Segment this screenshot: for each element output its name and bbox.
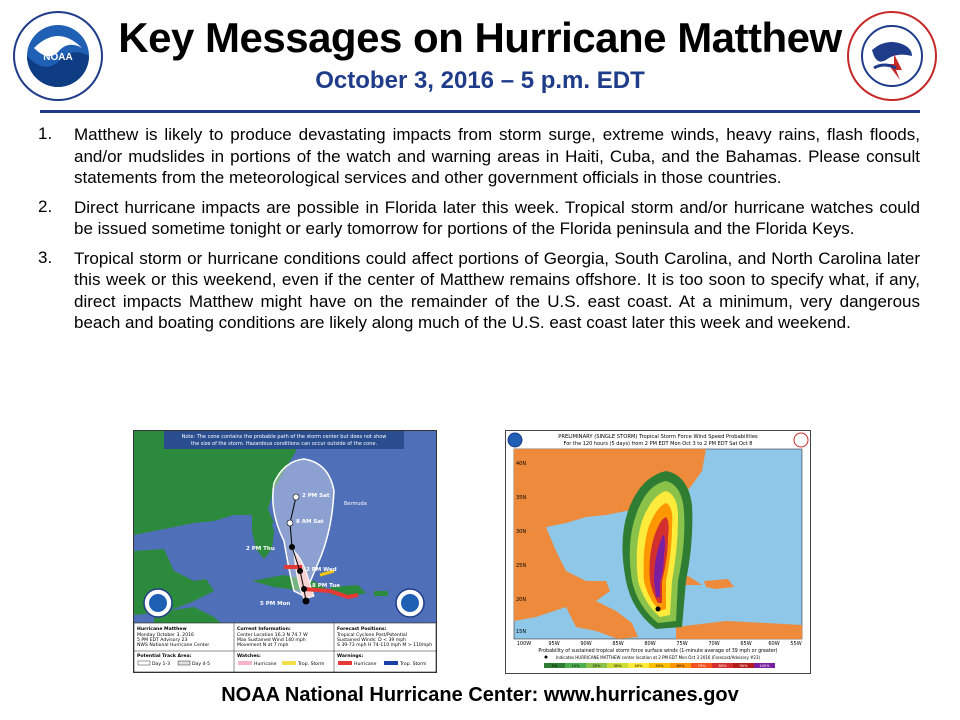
prob-map-subtitle: For the 120 hours (5 days) from 2 PM EDT Mon Oct 3 to 2 PM EDT Sat Oct 8 bbox=[563, 441, 753, 447]
track-label: 8 AM Sat bbox=[296, 519, 324, 525]
prob-map-caption-2: Indicates HURRICANE MATTHEW center location at 2 PM EDT Mon Oct 3 2016 (Forecast/Advisory #23) bbox=[555, 655, 761, 660]
lat-label: 20N bbox=[516, 597, 527, 603]
header bbox=[0, 0, 960, 110]
cone-map-note-line: the size of the storm. Hazardous conditions can occur outside of the cone. bbox=[190, 441, 378, 447]
track-label: 2 PM Thu bbox=[246, 546, 275, 552]
legend-current-info: Movement N at 7 mph bbox=[237, 643, 289, 648]
legend-watches-title: Watches: bbox=[237, 654, 261, 659]
lat-label: 35N bbox=[516, 495, 527, 501]
scale-label: 10% bbox=[571, 664, 580, 669]
legend-storm-name: Hurricane Matthew bbox=[137, 627, 187, 632]
cone-forecast-map bbox=[133, 430, 437, 673]
probability-scale bbox=[544, 663, 775, 668]
lat-label: 30N bbox=[516, 529, 527, 535]
legend-storm-detail: Monday October 3, 2016 bbox=[137, 633, 194, 638]
key-message-number: 2. bbox=[38, 196, 53, 216]
scale-label: 90% bbox=[739, 664, 748, 669]
legend-track-area-item: Day 4-5 bbox=[192, 662, 211, 667]
cone-map-note-line: Note: The cone contains the probable path of the storm center but does not show bbox=[181, 434, 387, 440]
legend-warnings-title: Warnings: bbox=[337, 654, 364, 659]
lat-label: 40N bbox=[516, 461, 527, 467]
legend-track-area-item: Day 1-3 bbox=[152, 662, 171, 667]
page-subtitle: October 3, 2016 – 5 p.m. EDT bbox=[315, 67, 645, 94]
legend-storm-detail: 5 PM EDT Advisory 23 bbox=[137, 638, 188, 643]
scale-label: 20% bbox=[592, 664, 601, 669]
lon-label: 65W bbox=[740, 641, 752, 647]
track-label: 2 PM Sat bbox=[302, 493, 330, 499]
lon-label: 100W bbox=[516, 641, 532, 647]
track-label: 8 PM Tue bbox=[312, 583, 340, 589]
footer-credit: NOAA National Hurricane Center: www.hurricanes.gov bbox=[221, 684, 739, 706]
legend-forecast-item: Tropical Cyclone Post/Potential bbox=[337, 633, 408, 638]
lon-label: 60W bbox=[768, 641, 780, 647]
noaa-small-icon bbox=[508, 433, 522, 447]
lon-label: 75W bbox=[676, 641, 688, 647]
lon-label: 55W bbox=[790, 641, 802, 647]
scale-label: 5% bbox=[551, 664, 558, 669]
header-divider bbox=[40, 110, 920, 113]
key-message-text: Tropical storm or hurricane conditions could affect portions of Georgia, South Carolina, and North Carolina later this week or this weekend, even if the center of Matthew remains offshore. It is too soon to specify what, if any, direct impacts Matthew might have on the remainder of the U.S. east coast. At a minimum, very dangerous beach and boating conditions are likely along much of the U.S. east coast later this week and weekend. bbox=[74, 248, 920, 332]
track-label: 2 PM Wed bbox=[306, 567, 337, 573]
key-message-3 bbox=[38, 248, 920, 334]
page-title: Key Messages on Hurricane Matthew bbox=[118, 14, 842, 61]
scale-label: 50% bbox=[655, 664, 664, 669]
legend-forecast-item: Sustained Winds: D < 39 mph bbox=[337, 638, 407, 643]
lon-label: 85W bbox=[612, 641, 624, 647]
key-messages-list bbox=[38, 124, 920, 342]
nws-small-icon bbox=[794, 433, 808, 447]
prob-map-title: PRELIMINARY (SINGLE STORM) Tropical Storm Force Wind Speed Probabilities bbox=[558, 434, 758, 440]
key-message-number: 3. bbox=[38, 247, 53, 267]
scale-label: 40% bbox=[634, 664, 643, 669]
track-label: 5 PM Mon bbox=[260, 601, 291, 607]
scale-label: 100% bbox=[759, 664, 770, 669]
region-label: Bermuda bbox=[344, 501, 367, 507]
key-message-2 bbox=[38, 197, 920, 240]
scale-label: 60% bbox=[676, 664, 685, 669]
legend-watch-item: Hurricane bbox=[254, 662, 277, 667]
legend-watch-item: Trop. Storm bbox=[298, 662, 325, 667]
prob-map-caption: Probability of sustained tropical storm force surface winds (1-minute average of 39 mph or greater) bbox=[538, 649, 778, 654]
noaa-logo bbox=[12, 10, 104, 102]
lat-label: 15N bbox=[516, 629, 527, 635]
key-message-number: 1. bbox=[38, 124, 53, 143]
lon-label: 90W bbox=[580, 641, 592, 647]
scale-label: 80% bbox=[718, 664, 727, 669]
legend-current-info: Max Sustained Wind 140 mph bbox=[237, 638, 306, 643]
lon-label: 70W bbox=[708, 641, 720, 647]
key-message-text: Matthew is likely to produce devastating impacts from storm surge, extreme winds, heavy rains, flash floods, and/or mudslides in portions of the watch and warning areas in Haiti, Cuba, and the Bahamas. Please consult statements from the meteorological services and other government officials in those countries. bbox=[74, 125, 920, 187]
legend-forecast-item: S 39-73 mph H 74-110 mph M > 110mph bbox=[337, 643, 433, 648]
lon-label: 80W bbox=[644, 641, 656, 647]
lon-label: 95W bbox=[548, 641, 560, 647]
key-message-text: Direct hurricane impacts are possible in Florida later this week. Tropical storm and/or hurricane watches could be issued sometime tonight or early tomorrow for portions of the Florida peninsula and the Florida Keys. bbox=[74, 197, 920, 238]
legend-current-info: Center Location 16.3 N 74.7 W bbox=[237, 633, 308, 638]
wind-probability-map bbox=[505, 430, 811, 674]
lat-label: 25N bbox=[516, 563, 527, 569]
legend-track-area-title: Potential Track Area: bbox=[137, 654, 192, 659]
legend-warning-item: Trop. Storm bbox=[400, 662, 427, 667]
scale-label: 70% bbox=[697, 664, 706, 669]
legend-forecast-title: Forecast Positions: bbox=[337, 627, 387, 632]
scale-label: 30% bbox=[613, 664, 622, 669]
key-message-1 bbox=[38, 124, 920, 189]
svg-text:NOAA: NOAA bbox=[43, 52, 73, 63]
legend-current-info-title: Current Information: bbox=[237, 627, 291, 632]
legend-warning-item: Hurricane bbox=[354, 662, 377, 667]
nws-logo bbox=[846, 10, 938, 102]
legend-storm-detail: NWS National Hurricane Center bbox=[137, 643, 210, 648]
